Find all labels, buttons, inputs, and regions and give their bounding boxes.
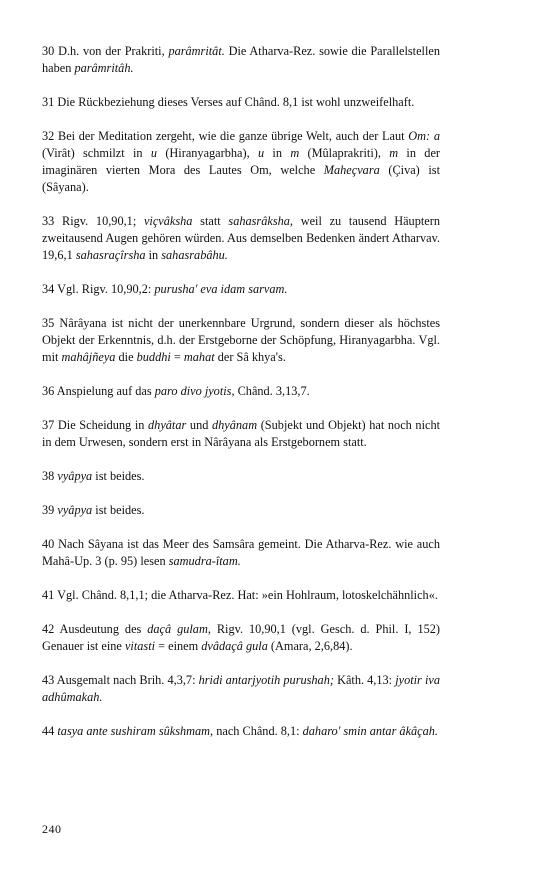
footnote-text: = einem xyxy=(155,639,202,653)
footnote-34 xyxy=(42,281,440,298)
footnote-italic-text: sahasrâksha, xyxy=(228,214,293,228)
footnote-31 xyxy=(42,94,440,111)
footnote-text: (Amara, 2,6,84). xyxy=(267,639,353,653)
footnote-30 xyxy=(42,43,440,77)
footnote-35 xyxy=(42,315,440,366)
footnote-text: 39 xyxy=(42,503,58,517)
footnote-text: (Hiranyagarbha), xyxy=(157,146,258,160)
footnote-italic-text: mahâjñeya xyxy=(61,350,116,364)
footnote-text: 37 Die Scheidung in xyxy=(42,418,149,432)
footnote-text: 34 Vgl. Rigv. 10,90,2: xyxy=(42,282,155,296)
footnote-text: Chând. 3,13,7. xyxy=(234,384,310,398)
footnote-italic-text: dhyânam xyxy=(212,418,258,432)
footnote-italic-text: daharo' smin antar âkâçah. xyxy=(302,724,439,738)
page-number: 240 xyxy=(42,822,62,836)
footnotes-page xyxy=(42,43,440,757)
footnote-text: = xyxy=(170,350,184,364)
footnote-text: 42 Ausdeutung des xyxy=(42,622,148,636)
footnote-text: 36 Anspielung auf das xyxy=(42,384,155,398)
footnote-text: (Çiva) ist (Sâyana). xyxy=(42,163,440,194)
footnote-italic-text: parâmritâh. xyxy=(74,61,134,75)
footnote-40 xyxy=(42,536,440,570)
footnote-italic-text: jyotir iva adhûmakah. xyxy=(42,673,440,704)
footnote-text: Rigv. 10,90,1 (vgl. Gesch. d. Phil. I, 152) Genauer ist eine xyxy=(42,622,440,653)
footnote-text: 44 xyxy=(42,724,58,738)
footnote-italic-text: vyâpya xyxy=(57,503,93,517)
footnote-text: 40 Nach Sâyana ist das Meer des Samsâra gemeint. Die Atharva-Rez. wie auch Mahâ-Up. 3 (p. 95) lesen xyxy=(42,537,440,568)
footnote-text: in der imaginären vierten Mora des Lautes Om, welche xyxy=(42,146,441,177)
footnote-text: die xyxy=(115,350,137,364)
footnote-italic-text: buddhi xyxy=(136,350,171,364)
footnote-32 xyxy=(42,128,440,196)
footnote-text: 41 Vgl. Chând. 8,1,1; die Atharva-Rez. Hat: »ein Hohlraum, lotoskelchähnlich«. xyxy=(42,588,438,602)
footnote-39 xyxy=(42,502,440,519)
footnote-text: (Virât) schmilzt in xyxy=(42,146,151,160)
footnote-text: 38 xyxy=(42,469,58,483)
footnote-italic-text: samudra-îtam. xyxy=(168,554,241,568)
footnote-37 xyxy=(42,417,440,451)
footnote-text: 31 Die Rückbeziehung dieses Verses auf Chând. 8,1 ist wohl unzweifelhaft. xyxy=(42,95,415,109)
footnote-italic-text: Maheçvara xyxy=(323,163,380,177)
footnote-43 xyxy=(42,672,440,706)
footnote-text: ist beides. xyxy=(92,469,145,483)
footnote-italic-text: dhyâtar xyxy=(148,418,187,432)
footnote-text: (Subjekt und Objekt) hat noch nicht in dem Urwesen, sondern erst in Nârâyana als Erstgebornem statt. xyxy=(42,418,441,449)
footnote-text: 33 Rigv. 10,90,1; xyxy=(42,214,144,228)
footnote-text: 43 Ausgemalt nach Brih. 4,3,7: xyxy=(42,673,199,687)
footnote-italic-text: sahasraçîrsha xyxy=(75,248,146,262)
footnote-italic-text: purusha' eva idam sarvam. xyxy=(154,282,288,296)
footnote-italic-text: Om: a xyxy=(408,129,440,143)
footnote-italic-text: m xyxy=(290,146,300,160)
footnote-italic-text: vyâpya xyxy=(57,469,93,483)
footnote-42 xyxy=(42,621,440,655)
footnote-italic-text: mahat xyxy=(183,350,215,364)
footnote-text: weil zu tausend Häuptern zweitausend Augen gehören würden. Aus demselben Bedenken ändert Atharvav. 19,6,1 xyxy=(42,214,440,262)
footnote-36 xyxy=(42,383,440,400)
footnote-italic-text: hridi antarjyotih purushah; xyxy=(198,673,334,687)
footnote-text: in xyxy=(264,146,291,160)
footnote-33 xyxy=(42,213,440,264)
footnote-text: 35 Nârâyana ist nicht der unerkennbare Urgrund, sondern dieser als höchstes Objekt der Erkenntnis, d.h. der Erstgeborne der Schöpfung, Hiranyagarbha. Vgl. mit xyxy=(42,316,440,364)
footnote-text: Kâth. 4,13: xyxy=(333,673,396,687)
footnote-italic-text: daçâ gulam, xyxy=(147,622,211,636)
footnote-italic-text: parâmritât. xyxy=(168,44,225,58)
footnote-text: in xyxy=(145,248,162,262)
footnote-38 xyxy=(42,468,440,485)
footnote-italic-text: paro divo jyotis, xyxy=(154,384,235,398)
footnote-text: nach Chând. 8,1: xyxy=(213,724,303,738)
footnote-41 xyxy=(42,587,440,604)
footnote-text: statt xyxy=(192,214,229,228)
footnote-text: (Mûlaprakriti), xyxy=(299,146,390,160)
footnote-italic-text: viçvâksha xyxy=(143,214,193,228)
footnote-text: der Sâ khya's. xyxy=(214,350,286,364)
footnote-italic-text: u xyxy=(150,146,158,160)
footnote-italic-text: m xyxy=(389,146,399,160)
footnote-text: und xyxy=(186,418,212,432)
footnote-text: 32 Bei der Meditation zergeht, wie die ganze übrige Welt, auch der Laut xyxy=(42,129,409,143)
footnote-italic-text: dvâdaçâ gula xyxy=(201,639,268,653)
footnote-text: ist beides. xyxy=(92,503,145,517)
footnote-44 xyxy=(42,723,440,740)
footnote-text: Die Atharva-Rez. sowie die Parallelstellen haben xyxy=(42,44,440,75)
footnote-text: 30 D.h. von der Prakriti, xyxy=(42,44,169,58)
footnote-italic-text: sahasrabâhu. xyxy=(161,248,228,262)
footnote-italic-text: u xyxy=(257,146,265,160)
footnote-italic-text: vitasti xyxy=(124,639,156,653)
footnote-italic-text: tasya ante sushiram sûkshmam, xyxy=(57,724,214,738)
